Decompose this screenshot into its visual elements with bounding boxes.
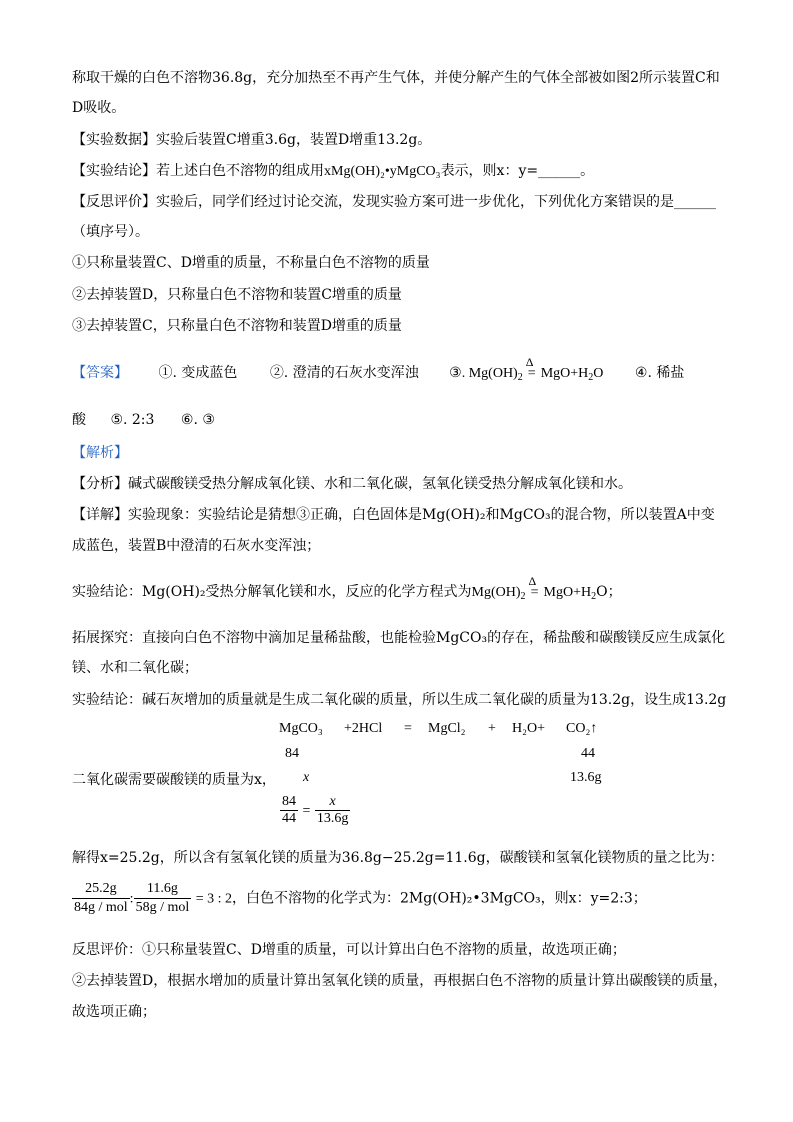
delta-symbol: Δ [525,355,534,369]
analysis-jiede: 解得x=25.2g，所以含有氢氧化镁的质量为36.8g−25.2g=11.6g，碳酸镁和氢氧化镁物质的量之比为： [72,850,724,866]
eq-mass-44: 44 [581,746,595,761]
analysis-jielun [72,574,622,607]
answer-3-o: O [593,366,604,381]
ratio-d2: 58g / mol [135,900,190,915]
answer-4: ④. 稀盐 [634,365,685,381]
jielun-pre: 实验结论：Mg(OH)₂受热分解氧化镁和水，反应的化学方程式为 [72,584,472,600]
ratio-frac-1 [72,880,130,917]
eq-mass-84: 84 [285,746,299,761]
frac-right [315,794,351,827]
analysis-xiangjie-1: 【详解】实验现象：实验结论是猜想③正确，白色固体是Mg(OH)₂和MgCO₃的混合物，所以装置A中变 [72,507,715,523]
ratio-frac-2 [134,880,192,917]
line-7: ①只称量装置C、D增重的质量，不称量白色不溶物的质量 [72,255,430,271]
analysis-fansi-3: 故选项正确； [72,1004,156,1020]
analysis-erhua: 二氧化碳需要碳酸镁的质量为x， [72,772,276,788]
answer-3-post: MgO+H [540,366,589,381]
eq-h2o: H₂O+ [512,721,545,736]
frac-left [280,794,298,827]
line-6: （填序号）。 [72,224,149,240]
answer-3-pre: ③. Mg(OH) [449,366,518,381]
line-4-c: 表示，则x：y=______。 [440,163,595,179]
line-4 [72,161,594,182]
analysis-fansi-1: 反思评价：①只称量装置C、D增重的质量，可以计算出白色不溶物的质量，故选项正确； [72,942,626,958]
frac-left-num: 84 [282,794,296,809]
line-5: 【反思评价】实验后，同学们经过讨论交流，发现实验方案可进一步优化，下列优化方案错误的是______ [72,194,716,210]
line-3: 【实验数据】实验后装置C增重3.6g，装置D增重13.2g。 [72,132,432,148]
eq-mgcl2: MgCl₂ [428,721,466,736]
ratio-row [72,880,647,917]
jielun-eq-pre: Mg(OH) [471,585,521,600]
frac-right-num: x [315,794,351,811]
answer-6: ⑥. ③ [180,412,215,428]
answer-5: ⑤. 2:3 [110,412,155,428]
eq-equals: = [404,721,412,736]
jielun-delta: Δ [528,574,537,588]
analysis-fansi-2: ②去掉装置D，根据水增加的质量计算出氢氧化镁的质量，再根据白色不溶物的质量计算出碳酸镁的质量， [72,973,728,989]
eq-x: x [303,770,310,785]
ratio-n1: 25.2g [72,880,130,899]
answer-4-cont: 酸 [72,412,86,428]
line-2: D吸收。 [72,100,126,116]
analysis-shiyan: 实验结论：碱石灰增加的质量就是生成二氧化碳的质量，所以生成二氧化碳的质量为13.2g，设生成13.2g [72,692,727,708]
jielun-equation [471,574,597,602]
line-4-formula: xMg(OH)₂•yMgCO₃ [324,164,441,179]
analysis-tuozhan-1: 拓展探究：直接向白色不溶物中滴加足量稀盐酸，也能检验MgCO₃的存在，稀盐酸和碳酸镁反应生成氯化 [72,630,726,646]
jielun-eq-sign: = [530,585,539,600]
frac-right-den: 13.6g [316,811,349,826]
eq-mgco3: MgCO₃ [279,721,323,736]
answer-3-sub: 2 [517,372,523,383]
answer-label: 【答案】 [72,365,128,381]
heat-equals [523,355,541,384]
ratio-n2: 11.6g [134,880,192,899]
ratio-result: = 3 : 2 [195,891,232,907]
answer-3-eq: = [527,366,536,381]
answer-row-2 [72,410,215,430]
answer-1: ①. 变成蓝色 [158,365,238,381]
line-9: ③去掉装置C，只称量白色不溶物和装置D增重的质量 [72,318,402,334]
analysis-label: 【解析】 [72,445,128,461]
eq-hcl: +2HCl [344,721,383,736]
analysis-tuozhan-2: 镁、水和二氧化碳； [72,660,198,676]
eq-plus: + [488,721,496,736]
answer-3-sub2: 2 [588,372,594,383]
eq-co2: CO₂↑ [566,721,598,736]
jielun-sub-1: 2 [520,591,526,602]
line-4-a: 【实验结论】若上述白色不溶物的组成用 [72,163,324,179]
ratio-colon: : [129,891,134,907]
jielun-end: O； [596,584,622,600]
analysis-fenxi: 【分析】碱式碳酸镁受热分解成氧化镁、水和二氧化碳，氢氧化镁受热分解成氧化镁和水。 [72,476,632,492]
frac-left-den: 44 [282,811,296,826]
ratio-d1: 84g / mol [74,900,128,915]
eq-136: 13.6g [570,770,602,785]
analysis-xiangjie-2: 成蓝色，装置B中澄清的石灰水变浑浊； [72,538,321,554]
answer-row [72,355,685,388]
answer-3 [449,355,607,383]
proportion [280,794,350,827]
line-1: 称取干燥的白色不溶物36.8g，充分加热至不再产生气体，并使分解产生的气体全部被如图2所示装置C和 [72,70,720,86]
line-8: ②去掉装置D，只称量白色不溶物和装置C增重的质量 [72,287,402,303]
jielun-eq-post: MgO+H [543,585,592,600]
ratio-tail: ，白色不溶物的化学式为：2Mg(OH)₂•3MgCO₃，则x：y=2:3； [231,890,647,907]
answer-2: ②. 澄清的石灰水变浑浊 [269,365,419,381]
frac-eq: = [302,803,311,819]
jielun-heat-equals [526,574,544,603]
jielun-sub-2: 2 [591,591,597,602]
